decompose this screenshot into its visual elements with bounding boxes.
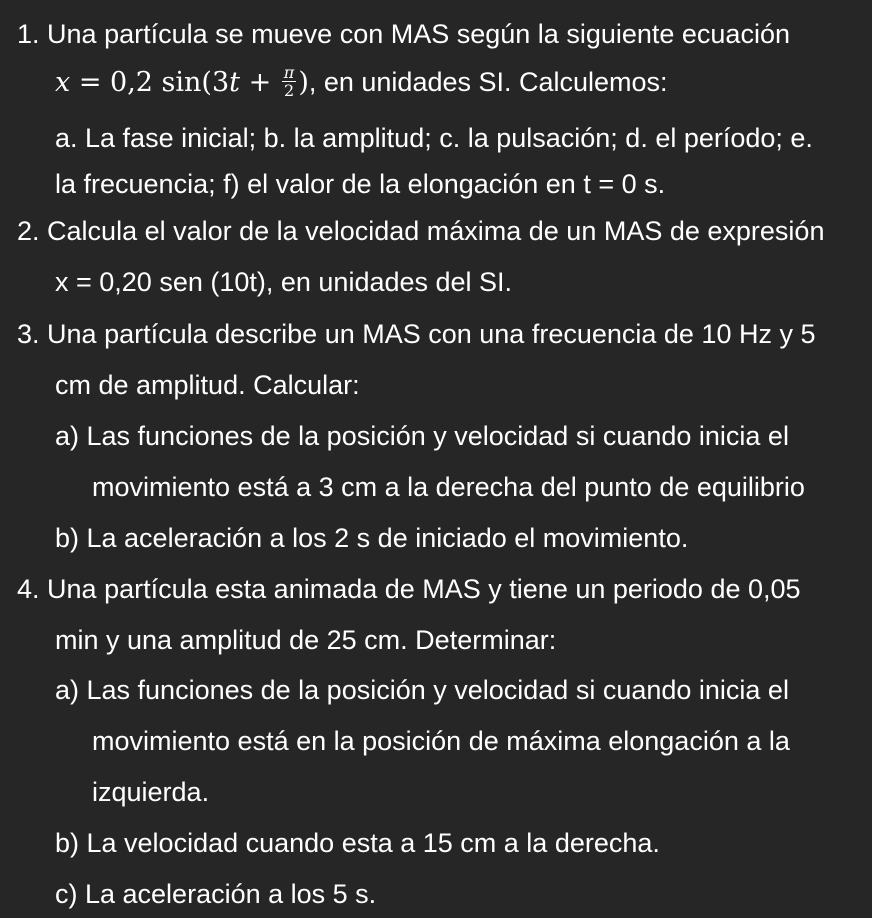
problem-4-item-a-line-3: izquierda. [92, 777, 210, 807]
problem-1-text: Una partícula se mueve con MAS según la siguiente ecuación [47, 19, 790, 49]
equation-suffix: , en unidades SI. Calculemos: [308, 67, 668, 97]
problem-3-line-2: cm de amplitud. Calcular: [55, 370, 360, 400]
problem-4-number: 4. [17, 574, 40, 604]
equation-plus: + [240, 67, 280, 98]
problem-4-line-1 [17, 571, 801, 607]
problem-2-line-1 [17, 213, 824, 249]
problem-4-item-c: c) La aceleración a los 5 s. [55, 879, 377, 909]
fraction-numerator: π [283, 63, 295, 82]
problem-3-item-a-line-1: a) Las funciones de la posición y velocidad si cuando inicia el [55, 421, 789, 451]
equation [55, 63, 309, 100]
problem-3-line-1 [17, 316, 815, 352]
problem-1-line-4: la frecuencia; f) el valor de la elongación en t = 0 s. [55, 169, 666, 199]
problem-3-text: Una partícula describe un MAS con una frecuencia de 10 Hz y 5 [47, 319, 816, 349]
equation-body: = 0,2 sin(3 [70, 67, 230, 98]
equation-close: ) [298, 67, 309, 98]
equation-fraction [282, 64, 297, 99]
problem-1-number: 1. [17, 19, 40, 49]
problem-4-item-a-line-1: a) Las funciones de la posición y velocidad si cuando inicia el [55, 675, 789, 705]
problem-2-line-2: x = 0,20 sen (10t), en unidades del SI. [55, 267, 513, 297]
problem-1-line-1 [17, 16, 790, 52]
problem-4-line-2: min y una amplitud de 25 cm. Determinar: [55, 625, 557, 655]
equation-t: t [229, 67, 240, 98]
problem-2-number: 2. [17, 216, 40, 246]
problem-4-text: Una partícula esta animada de MAS y tiene un periodo de 0,05 [47, 574, 801, 604]
problem-3-number: 3. [17, 319, 40, 349]
problem-1-equation-line [55, 64, 668, 101]
equation-x: x [55, 67, 71, 98]
problem-3-item-b: b) La aceleración a los 2 s de iniciado el movimiento. [55, 523, 689, 553]
problem-4-item-a-line-2: movimiento está en la posición de máxima elongación a la [92, 726, 790, 756]
problem-2-text: Calcula el valor de la velocidad máxima de un MAS de expresión [47, 216, 825, 246]
problem-4-item-b: b) La velocidad cuando esta a 15 cm a la derecha. [55, 828, 660, 858]
fraction-denominator: 2 [283, 81, 295, 100]
problem-1-line-3: a. La fase inicial; b. la amplitud; c. la pulsación; d. el período; e. [55, 123, 813, 153]
problem-3-item-a-line-2: movimiento está a 3 cm a la derecha del punto de equilibrio [92, 472, 805, 502]
